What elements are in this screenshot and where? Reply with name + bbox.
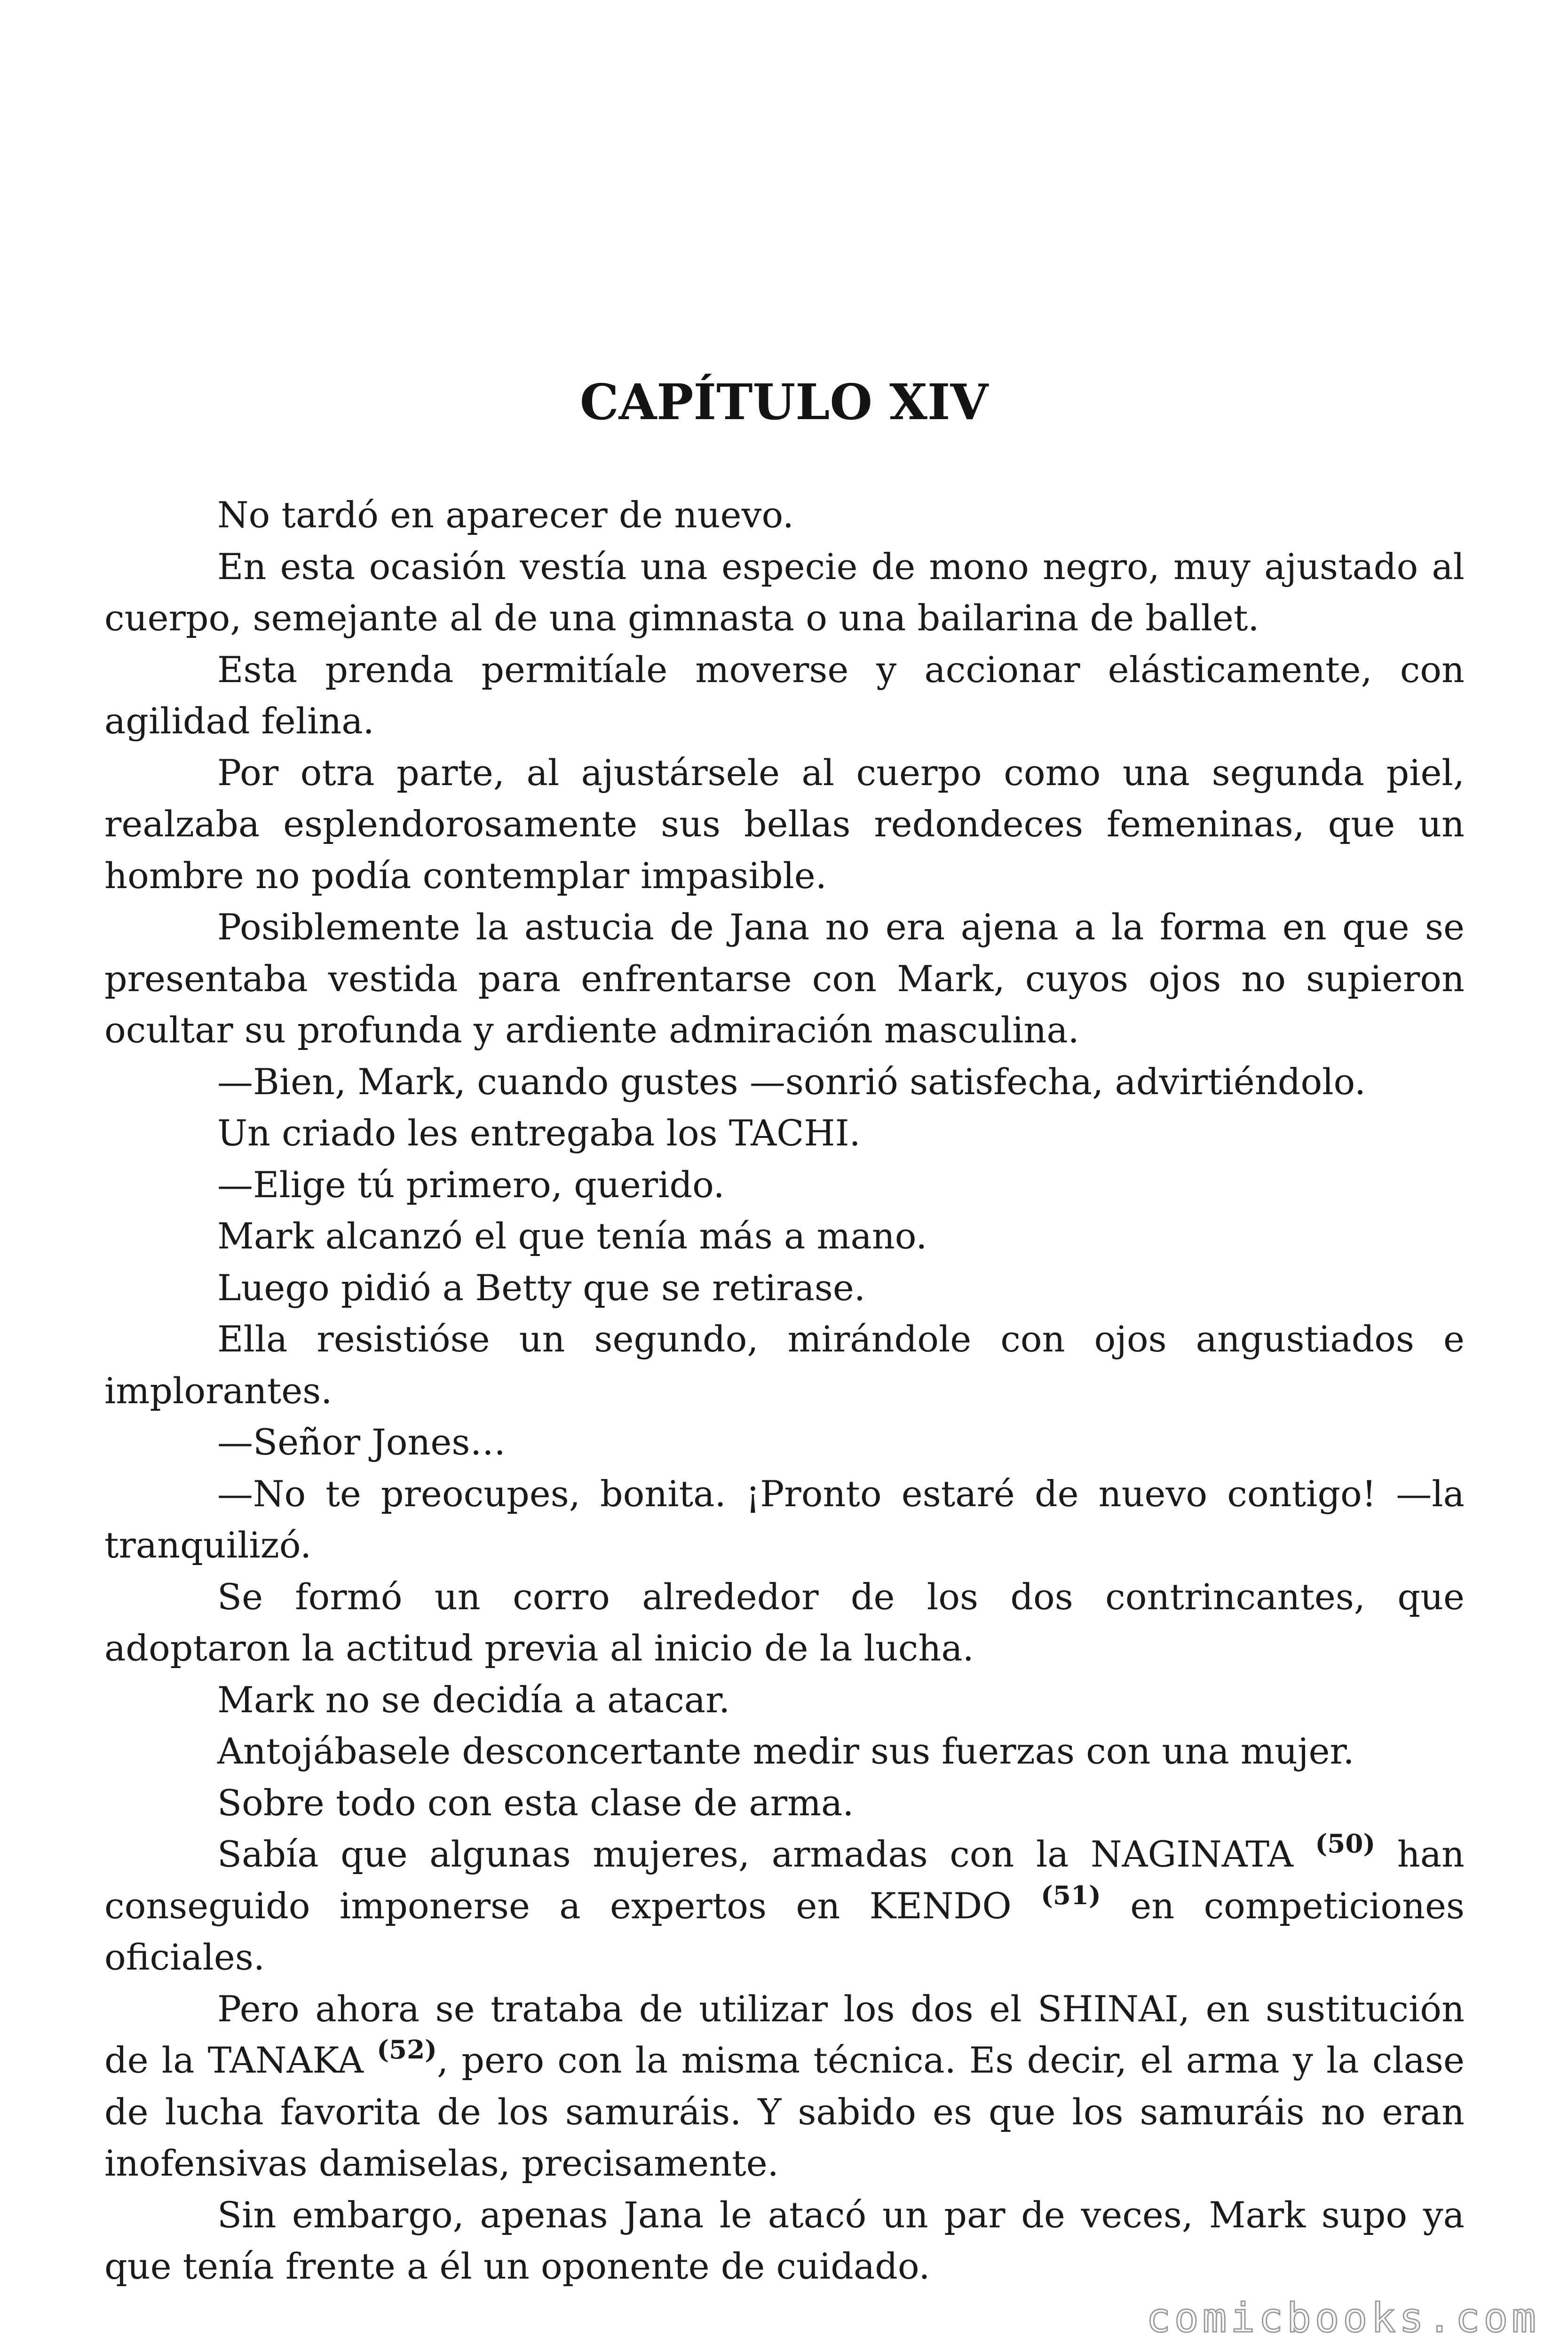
text-segment: han conseguido imponerse a expertos en KENDO <box>104 1833 1465 1927</box>
dialogue-paragraph: —Señor Jones… <box>217 1421 506 1463</box>
dialogue-paragraph: —Bien, Mark, cuando gustes —sonrió satisfecha, advirtiéndolo. <box>217 1060 1366 1103</box>
paragraph: No tardó en aparecer de nuevo. <box>217 494 794 536</box>
paragraph: Se formó un corro alrededor de los dos contrincantes, que adoptaron la actitud previa al inicio de la lucha. <box>104 1575 1465 1669</box>
paragraph: En esta ocasión vestía una especie de mono negro, muy ajustado al cuerpo, semejante al de una gimnasta o una bailarina de ballet. <box>104 545 1465 639</box>
text-segment: en competiciones oficiales. <box>104 1884 1465 1978</box>
footnote-ref-52: (52) <box>377 2034 437 2065</box>
dialogue-paragraph: —No te preocupes, bonita. ¡Pronto estaré de nuevo contigo! —la tranquilizó. <box>104 1472 1465 1566</box>
paragraph: Sobre todo con esta clase de arma. <box>217 1781 854 1824</box>
watermark: comicbooks.com <box>1146 2295 1540 2342</box>
dialogue-paragraph: —Elige tú primero, querido. <box>217 1163 725 1206</box>
paragraph: Por otra parte, al ajustársele al cuerpo como una segunda piel, realzaba esplendorosamente sus bellas redondeces femeninas, que un hombre no podía contemplar impasible. <box>104 751 1465 897</box>
paragraph: Luego pidió a Betty que se retirase. <box>217 1266 866 1309</box>
text-segment: , pero con la misma técnica. Es decir, el arma y la clase de lucha favorita de los samuráis. Y sabido es que los samuráis no eran inofensivas damiselas, precisamente. <box>104 2039 1465 2184</box>
paragraph: Ella resistióse un segundo, mirándole con ojos angustiados e implorantes. <box>104 1318 1465 1412</box>
paragraph: Sin embargo, apenas Jana le atacó un par de veces, Mark supo ya que tenía frente a él un oponente de cuidado. <box>104 2193 1465 2287</box>
paragraph: Posiblemente la astucia de Jana no era ajena a la forma en que se presentaba vestida para enfrentarse con Mark, cuyos ojos no supieron ocultar su profunda y ardiente admiración masculina. <box>104 906 1465 1051</box>
footnote-ref-51: (51) <box>1041 1880 1101 1910</box>
paragraph-naginata <box>104 1828 1465 1983</box>
footnote-ref-50: (50) <box>1315 1828 1376 1859</box>
paragraph: Esta prenda permitíale moverse y accionar elásticamente, con agilidad felina. <box>104 648 1465 742</box>
text-segment: Pero ahora se trataba de utilizar los dos el SHINAI, en sustitución de la TANAKA <box>104 1987 1465 2081</box>
paragraph: Mark no se decidía a atacar. <box>217 1678 730 1721</box>
paragraph: Un criado les entregaba los TACHI. <box>217 1112 861 1154</box>
paragraph-shinai <box>104 1983 1465 2189</box>
chapter-title: CAPÍTULO XIV <box>579 373 989 431</box>
body-text <box>104 489 1465 2292</box>
paragraph: Mark alcanzó el que tenía más a mano. <box>217 1215 927 1257</box>
text-segment: Sabía que algunas mujeres, armadas con la NAGINATA <box>217 1833 1315 1875</box>
paragraph: Antojábasele desconcertante medir sus fuerzas con una mujer. <box>217 1730 1354 1772</box>
